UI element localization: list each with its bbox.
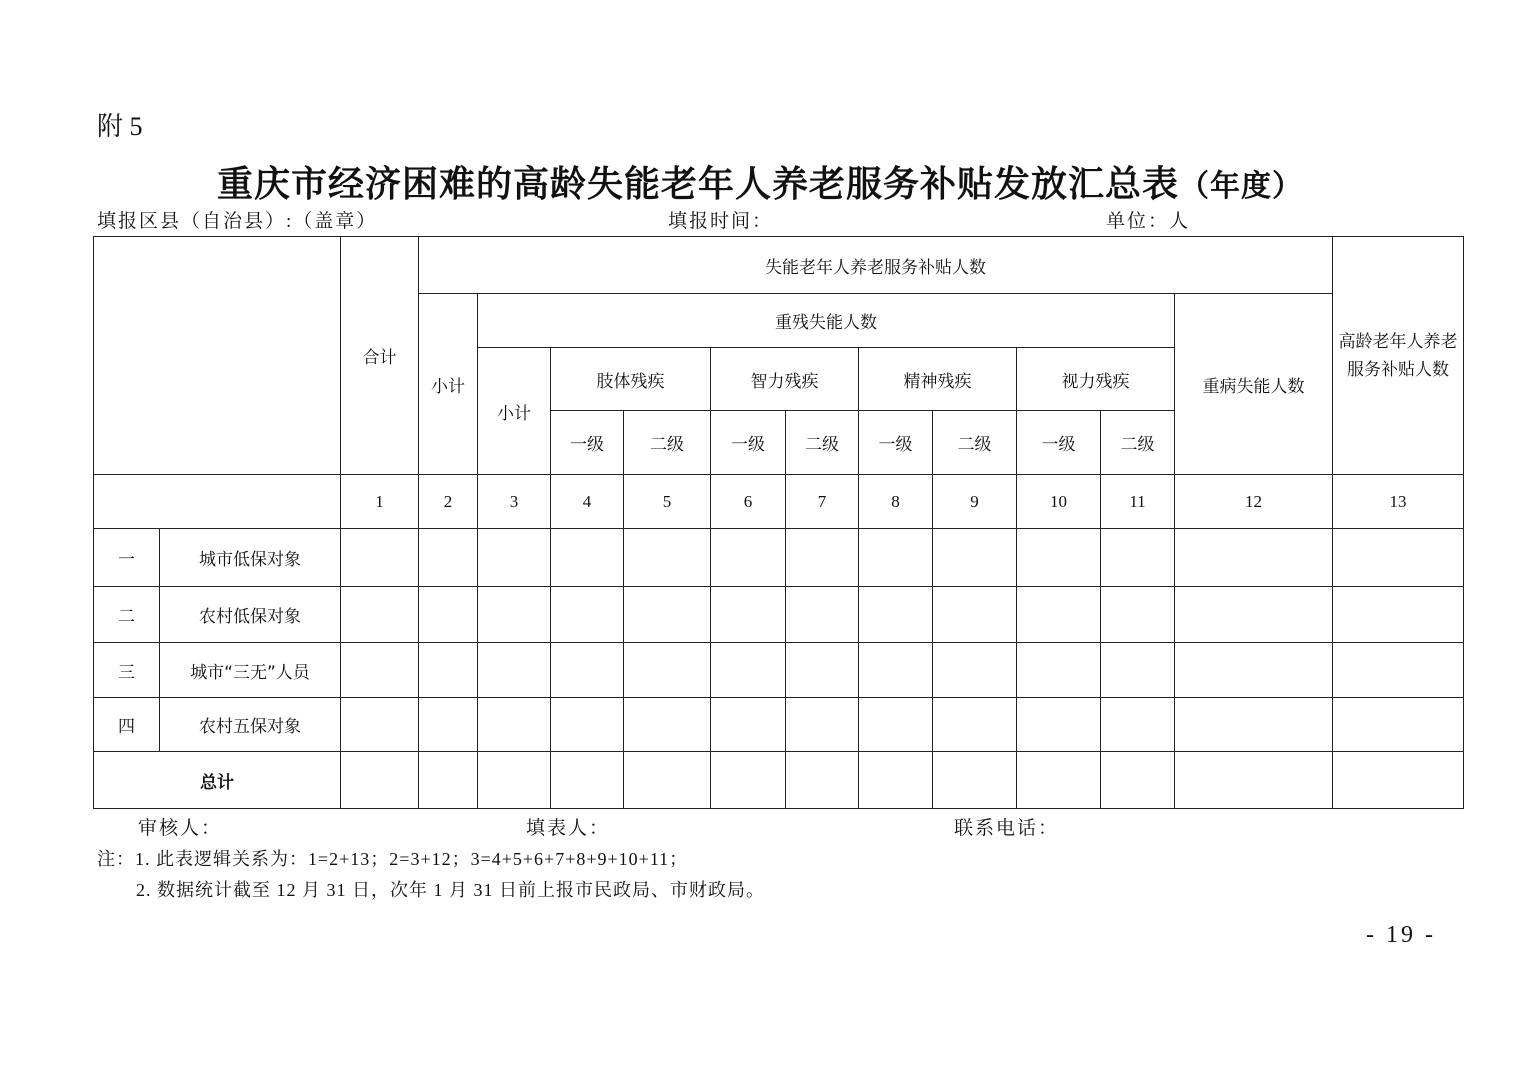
header-illness: 重病失能人数 <box>1175 294 1333 475</box>
row-label: 城市“三无”人员 <box>160 643 341 698</box>
column-number: 8 <box>859 475 933 529</box>
table-row <box>94 587 1464 643</box>
total-row-label: 总计 <box>94 752 341 809</box>
column-number: 7 <box>786 475 859 529</box>
header-severe-subtotal: 小计 <box>478 348 551 475</box>
header-visual: 视力残疾 <box>1017 348 1175 411</box>
header-elderly: 高龄老年人养老服务补贴人数 <box>1333 237 1464 475</box>
header-grade2: 二级 <box>1101 411 1175 475</box>
note-line-1: 注：1. 此表逻辑关系为：1=2+13；2=3+12；3=4+5+6+7+8+9+10+11； <box>97 849 689 869</box>
summary-table <box>93 236 1464 809</box>
district-label: 填报区县（自治县）:（盖章） <box>97 211 378 232</box>
header-grade1: 一级 <box>859 411 933 475</box>
column-number: 11 <box>1101 475 1175 529</box>
title-main: 重庆市经济困难的高龄失能老年人养老服务补贴发放汇总表 <box>216 164 1179 204</box>
row-label: 城市低保对象 <box>160 529 341 587</box>
document-title <box>0 156 1520 207</box>
header-disabled-group: 失能老年人养老服务补贴人数 <box>419 237 1333 294</box>
header-intellectual: 智力残疾 <box>711 348 859 411</box>
column-number: 3 <box>478 475 551 529</box>
row-index: 四 <box>94 698 160 752</box>
row-index: 三 <box>94 643 160 698</box>
phone-label: 联系电话： <box>954 818 1060 839</box>
number-blank-cell <box>94 475 341 529</box>
header-grade1: 一级 <box>1017 411 1101 475</box>
column-number: 1 <box>341 475 419 529</box>
column-number: 5 <box>624 475 711 529</box>
column-number: 12 <box>1175 475 1333 529</box>
table-row <box>94 529 1464 587</box>
table-row <box>94 643 1464 698</box>
row-label: 农村低保对象 <box>160 587 341 643</box>
column-number: 4 <box>551 475 624 529</box>
header-grade2: 二级 <box>786 411 859 475</box>
header-grade2: 二级 <box>624 411 711 475</box>
header-subtotal: 小计 <box>419 294 478 475</box>
column-number: 9 <box>933 475 1017 529</box>
column-number: 6 <box>711 475 786 529</box>
note-line-2: 2. 数据统计截至 12 月 31 日，次年 1 月 31 日前上报市民政局、市财政局。 <box>136 880 765 900</box>
filler-label: 填表人： <box>526 818 611 839</box>
total-row <box>94 752 1464 809</box>
time-label: 填报时间： <box>668 211 774 232</box>
row-index: 一 <box>94 529 160 587</box>
title-suffix: （年度） <box>1179 170 1303 203</box>
header-grade1: 一级 <box>551 411 624 475</box>
header-grade1: 一级 <box>711 411 786 475</box>
attachment-label: 附 5 <box>97 112 143 141</box>
row-index: 二 <box>94 587 160 643</box>
column-number: 10 <box>1017 475 1101 529</box>
column-number: 13 <box>1333 475 1464 529</box>
page-number: - 19 - <box>1366 922 1436 948</box>
header-grade2: 二级 <box>933 411 1017 475</box>
header-blank-cell <box>94 237 341 475</box>
header-severe-group: 重残失能人数 <box>478 294 1175 348</box>
unit-label: 单位：人 <box>1106 211 1191 232</box>
table-row <box>94 698 1464 752</box>
header-limb: 肢体残疾 <box>551 348 711 411</box>
column-number: 2 <box>419 475 478 529</box>
header-mental: 精神残疾 <box>859 348 1017 411</box>
reviewer-label: 审核人： <box>138 818 223 839</box>
header-total: 合计 <box>341 237 419 475</box>
row-label: 农村五保对象 <box>160 698 341 752</box>
